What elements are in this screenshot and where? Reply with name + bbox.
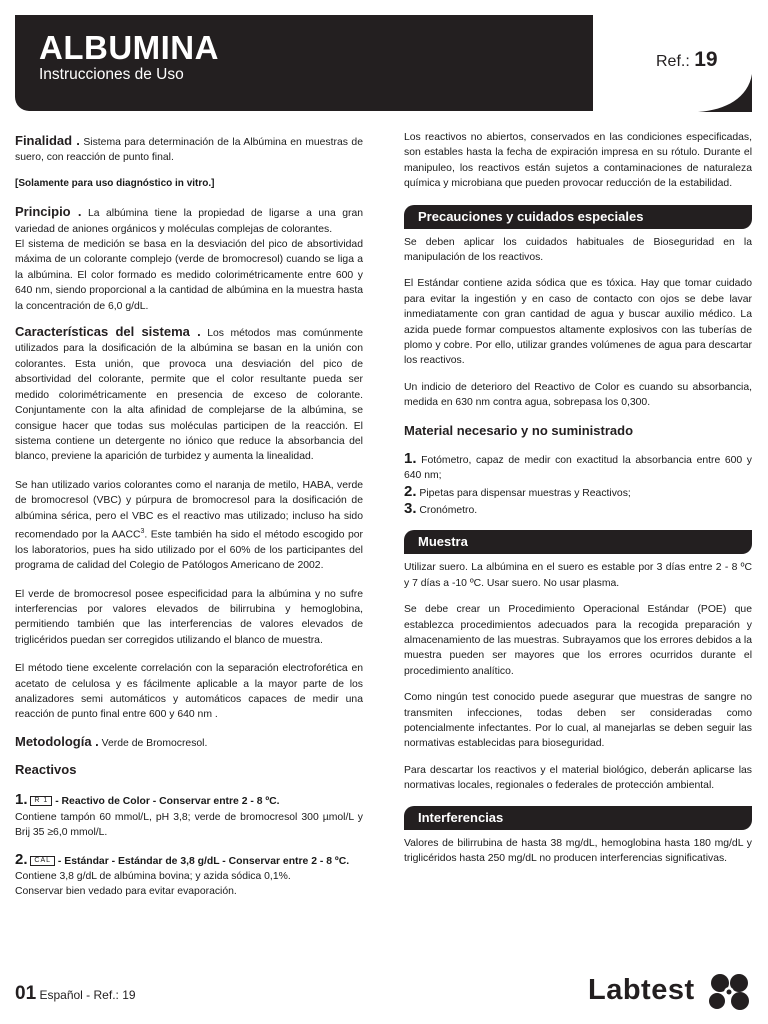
material-item-1-number: 1. [404,449,417,467]
precauciones-paragraph-2: El Estándar contiene azida sódica que es tóxica. Hay que tomar cuidado para evitar la ingestión y en caso de contacto con ojos se debe lavar inmediatamente con gran cantidad de agua y buscar auxilio médico. La azida puede formar compuestos altamente explosivos con las tuberías de plomo y cobre. Por ello, utilizar grandes volúmenes de agua para descartar los reactivos. [404,278,752,367]
principio-paragraph-2: El sistema de medición se basa en la desviación del pico de absortividad máxima de un colorante complejo (verde de bromocresol) cuando se liga a la albúmina. El color formado es medido colorimétricamente entre 600 y 640 nm, siendo proporcional a la cantidad de albúmina en la muestra hasta la concentración de 6,0 g/dL. [15,239,363,312]
ref-label: Ref.: [656,53,690,70]
precauciones-paragraph-3: Un indicio de deterioro del Reactivo de Color es cuando su absorbancia, medida en 630 nm contra agua, sobrepasa los 0,300. [404,381,752,409]
page-number: 01 [15,983,37,1004]
colorantes-paragraph [15,478,363,574]
reactivo-2-text-2: Conservar bien vedado para evitar evaporación. [15,886,237,898]
principio-text: La albúmina tiene la propiedad de ligarse a una gran variedad de aniones orgánicos y moléculas complejas de colorantes. [15,208,364,235]
precauciones-paragraph-1: Se deben aplicar los cuidados habituales de Bioseguridad en la manipulación de los reactivos. [404,236,752,264]
muestra-paragraph-1: Utilizar suero. La albúmina en el suero es estable por 3 días entre 2 - 8 ºC y 7 días a -10 ºC. Usar suero. No usar plasma. [404,562,752,589]
caracteristicas-section [15,324,363,465]
reactivo-1-heading: - Reactivo de Color - Conservar entre 2 - 8 ºC. [55,796,280,808]
finalidad-text: Sistema para determinación de la Albúmina en muestras de suero, con reacción de punto final. [15,137,363,164]
logo-wordmark: Labtest [588,974,695,1006]
muestra-paragraph-4: Para descartar los reactivos y el material biológico, deberán aplicarse las normativas locales, regionales o federales de protección ambiental. [404,764,752,792]
estables-paragraph: Los reactivos no abiertos, conservados en las condiciones especificadas, son estables hasta la fecha de expiración impresa en su rótulo. Durante el manipuleo, los reactivos están sujetos a contaminaciones de naturaleza química y microbiana que pueden provocar reducción de la estabilidad. [404,132,752,190]
interferencias-banner: Interferencias [404,806,752,830]
reactivo-1-text: Contiene tampón 60 mmol/L, pH 3,8; verde de bromocresol 300 µmol/L y Brij 35 ≥6,0 mmol/L. [15,811,363,839]
footer-text: Español - Ref.: 19 [39,988,136,1002]
material-item-2 [404,484,752,501]
material-item-1-text: Fotómetro, capaz de medir con exactitud la absorbancia entre 600 y 640 nm; [404,454,752,482]
material-item-3-text: Cronómetro. [419,504,478,516]
reactivo-2-text-1: Contiene 3,8 g/dL de albúmina bovina; y azida sódica 0,1%. [15,870,291,882]
logo-molecule-icon [706,972,752,1012]
caracteristicas-text: Los métodos mas comúnmente utilizados para la dosificación de la albúmina se basan en la unión con colorantes. Esta unión, que provoca una desviación del pico de absortividad del colorante, permite que el color resultante pueda ser medido colorimétricamente en presencia de exceso de colorante. Conjuntamente con la alta afinidad de complejarse de la albúmina, se consigue hacer que todas sus moléculas participen de la reacción. El sistema contiene un detergente no iónico que reduce la absorbancia del blanco, previene la aparición de turbidez y aumenta la linealidad. [15,328,363,463]
finalidad-section [15,133,363,166]
caracteristicas-heading: Características del sistema . [15,324,201,340]
colorantes-text-b: . Este también ha sido el método escogido por los laboratorios, pues ha sido utilizado por el 60% de los participantes del programa de calidad del Colegio de Patólogos Americano de 2002. [15,529,363,572]
material-item-2-text: Pipetas para dispensar muestras y Reactivos; [419,487,631,499]
reactivos-heading: Reactivos [15,762,77,778]
interferencias-paragraph: Valores de bilirrubina de hasta 38 mg/dL, hemoglobina hasta 180 mg/dL y triglicéridos hasta 250 mg/dL no producen interferencias significativas. [404,837,752,864]
citation-superscript: 3 [140,527,145,535]
r1-badge: R 1 [30,796,52,806]
muestra-paragraph-3: Como ningún test conocido puede asegurar que muestras de sangre no transmiten infecciones, todas deben ser consideradas como potencialmente infectantes. Por lo cual, al manejarlas se deben seguir las normativas establecidas para bioseguridad. [404,692,752,750]
colorantes-text-a: Se han utilizado varios colorantes como el naranja de metilo, HABA, verde de bromocresol (VBC) y púrpura de bromocresol para la dosificación de albúmina sérica, pero el VBC es el reactivo mas utilizado; incluso ha sido recomendado por la AACC [15,479,363,541]
left-column [15,133,363,900]
reactivo-1-title [15,792,363,809]
document-subtitle: Instrucciones de Uso [39,66,184,83]
material-item-3-number: 3. [404,499,417,517]
footer [15,983,136,1005]
header-bar [15,15,593,111]
reactivo-2-heading: - Estándar - Estándar de 3,8 g/dL - Conservar entre 2 - 8 ºC. [57,855,350,867]
corner-swoosh-graphic [698,74,752,112]
material-item-3 [404,501,752,518]
reactivo-1-number: 1. [15,791,28,809]
reactivo-2-title [15,852,363,869]
finalidad-heading: Finalidad . [15,133,80,148]
muestra-banner: Muestra [404,530,752,554]
cal-badge: CAL [30,856,55,866]
metodologia-heading: Metodología . [15,733,99,749]
muestra-paragraph-2: Se debe crear un Procedimiento Operacional Estándar (POE) que establezca procedimientos adecuados para la recogida preparación y almacenamiento de las muestras. Subrayamos que los errores debidos a la muestra pueden ser mayores que los errores ocurridos durante el procedimiento analítico. [404,604,752,677]
principio-section [15,204,363,237]
reactivo-2-number: 2. [15,850,28,868]
verde-paragraph: El verde de bromocresol posee especificidad para la albúmina y no sufre interferencias por valores elevados de bilirrubina y hemoglobina, permitiendo también que las interferencias de valores elevados de triglicéridos puedan ser corregidos utilizando el blanco de muestra. [15,588,363,646]
metodologia-text: Verde de Bromocresol. [101,737,208,749]
reference [656,48,718,72]
labtest-logo [588,972,754,1012]
ref-number: 19 [694,48,718,71]
right-column [404,130,752,866]
material-item-1 [404,451,752,484]
precauciones-banner: Precauciones y cuidados especiales [404,205,752,229]
metodo-paragraph: El método tiene excelente correlación con la separación electroforética en acetato de celulosa y es fácilmente aplicable a la mayor parte de los analizadores semi automáticos y automáticos capaces de medir una reacción de punto final entre 600 y 640 nm . [15,663,363,721]
material-item-2-number: 2. [404,482,417,500]
diagnostic-note: [Solamente para uso diagnóstico in vitro.] [15,177,215,189]
principio-heading: Principio . [15,204,82,220]
metodologia-section [15,734,363,751]
material-heading: Material necesario y no suministrado [404,422,634,438]
document-title: ALBUMINA [39,29,219,66]
